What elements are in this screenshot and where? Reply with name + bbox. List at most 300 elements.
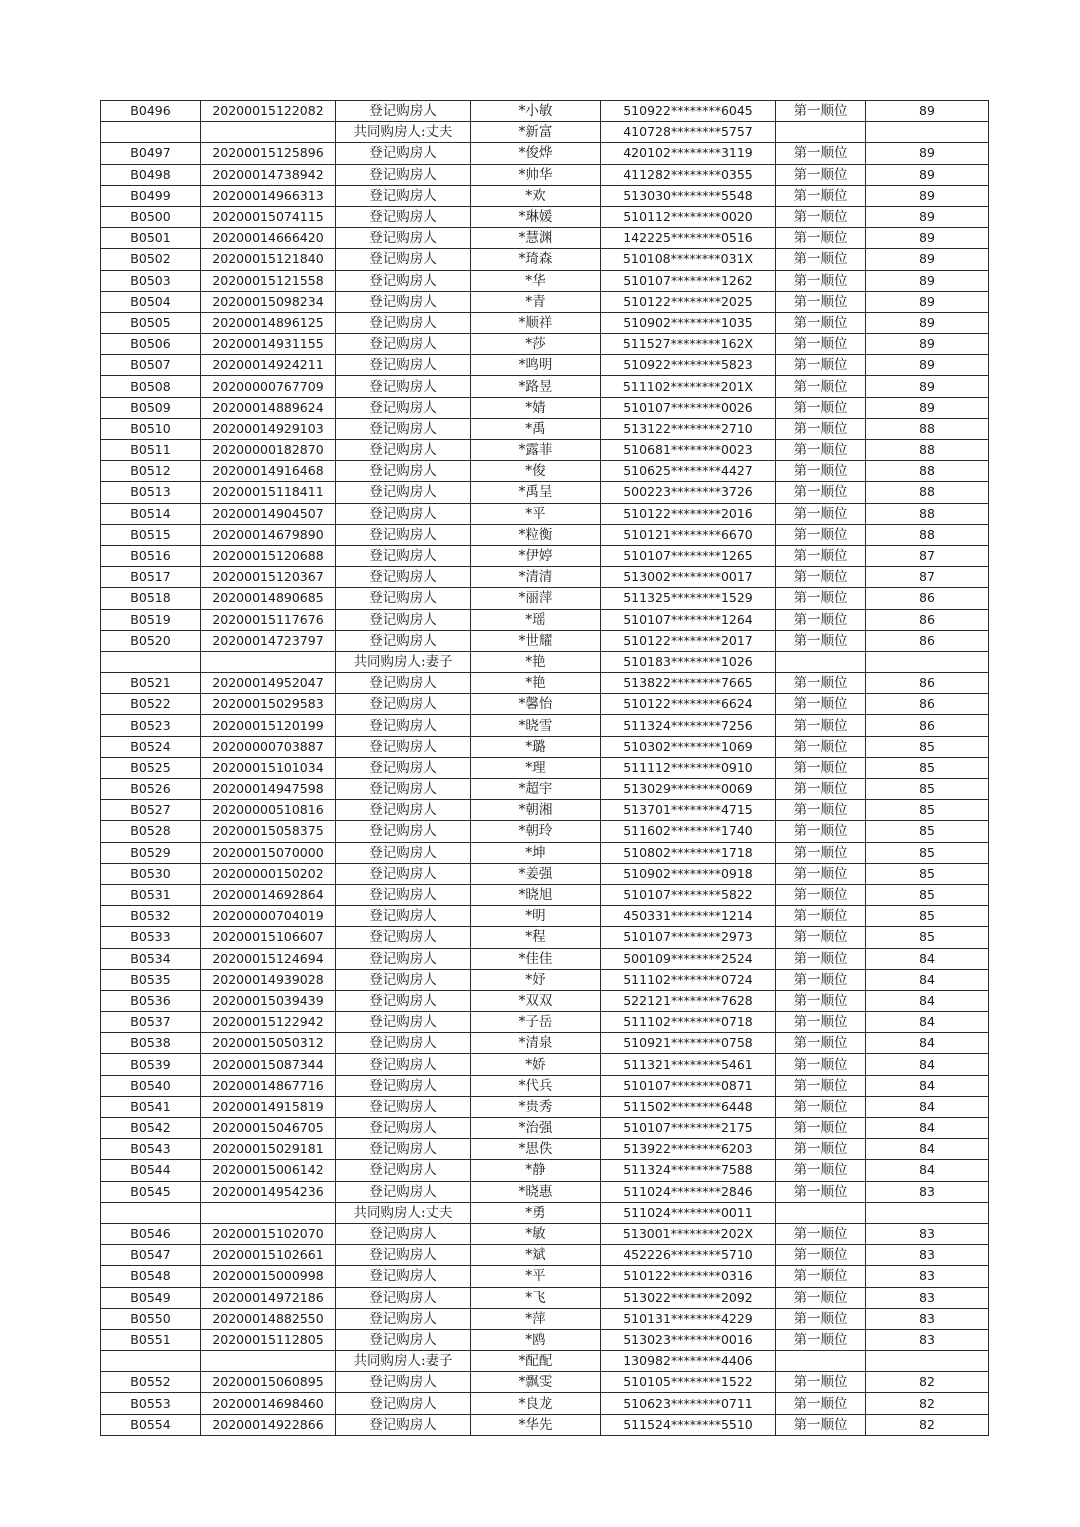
- application-number-cell: 20200015121840: [201, 249, 336, 270]
- table-row: [101, 969, 989, 990]
- priority-order-cell: 第一顺位: [776, 694, 866, 715]
- buyer-role-cell: 登记购房人: [336, 736, 471, 757]
- application-number-cell: 20200015120367: [201, 567, 336, 588]
- seq-number-cell: [101, 122, 201, 143]
- application-number-cell: 20200000182870: [201, 440, 336, 461]
- buyer-role-cell: 登记购房人: [336, 376, 471, 397]
- application-number-cell: 20200014679890: [201, 524, 336, 545]
- application-number-cell: [201, 122, 336, 143]
- priority-order-cell: 第一顺位: [776, 630, 866, 651]
- id-card-number-cell: 511324********7256: [601, 715, 776, 736]
- seq-number-cell: B0499: [101, 185, 201, 206]
- buyer-name-cell: *伊婷: [471, 545, 601, 566]
- priority-order-cell: 第一顺位: [776, 270, 866, 291]
- buyer-role-cell: 登记购房人: [336, 1245, 471, 1266]
- score-cell: 88: [866, 461, 989, 482]
- application-number-cell: 20200014890685: [201, 588, 336, 609]
- buyer-name-cell: *鸥: [471, 1329, 601, 1350]
- buyer-name-cell: *青: [471, 291, 601, 312]
- seq-number-cell: B0511: [101, 440, 201, 461]
- id-card-number-cell: 510105********1522: [601, 1372, 776, 1393]
- buyer-role-cell: 登记购房人: [336, 1160, 471, 1181]
- id-card-number-cell: 510107********1262: [601, 270, 776, 291]
- table-row: [101, 101, 989, 122]
- seq-number-cell: B0506: [101, 334, 201, 355]
- application-number-cell: 20200000767709: [201, 376, 336, 397]
- seq-number-cell: B0497: [101, 143, 201, 164]
- seq-number-cell: B0531: [101, 884, 201, 905]
- score-cell: 84: [866, 1096, 989, 1117]
- seq-number-cell: B0514: [101, 503, 201, 524]
- score-cell: 89: [866, 355, 989, 376]
- table-row: [101, 1075, 989, 1096]
- buyer-role-cell: 共同购房人:丈夫: [336, 1202, 471, 1223]
- buyer-name-cell: *顺祥: [471, 312, 601, 333]
- id-card-number-cell: 511325********1529: [601, 588, 776, 609]
- table-row: [101, 1393, 989, 1414]
- id-card-number-cell: 511102********0724: [601, 969, 776, 990]
- table-row: [101, 1351, 989, 1372]
- id-card-number-cell: 513001********202X: [601, 1223, 776, 1244]
- priority-order-cell: 第一顺位: [776, 715, 866, 736]
- id-card-number-cell: 511324********7588: [601, 1160, 776, 1181]
- buyer-name-cell: *清清: [471, 567, 601, 588]
- id-card-number-cell: 510107********1265: [601, 545, 776, 566]
- id-card-number-cell: 513922********6203: [601, 1139, 776, 1160]
- buyer-name-cell: *莎: [471, 334, 601, 355]
- buyer-name-cell: *艳: [471, 651, 601, 672]
- id-card-number-cell: 510122********2025: [601, 291, 776, 312]
- application-number-cell: 20200015060895: [201, 1372, 336, 1393]
- id-card-number-cell: 511102********0718: [601, 1012, 776, 1033]
- priority-order-cell: 第一顺位: [776, 863, 866, 884]
- buyer-role-cell: 登记购房人: [336, 228, 471, 249]
- seq-number-cell: B0504: [101, 291, 201, 312]
- buyer-name-cell: *粒衡: [471, 524, 601, 545]
- id-card-number-cell: 510302********1069: [601, 736, 776, 757]
- buyer-role-cell: 登记购房人: [336, 779, 471, 800]
- score-cell: [866, 651, 989, 672]
- id-card-number-cell: 510107********2973: [601, 927, 776, 948]
- buyer-role-cell: 登记购房人: [336, 461, 471, 482]
- buyer-role-cell: 登记购房人: [336, 1096, 471, 1117]
- priority-order-cell: 第一顺位: [776, 906, 866, 927]
- application-number-cell: 20200015070000: [201, 842, 336, 863]
- id-card-number-cell: 511024********0011: [601, 1202, 776, 1223]
- buyer-role-cell: 登记购房人: [336, 185, 471, 206]
- application-number-cell: 20200015050312: [201, 1033, 336, 1054]
- application-number-cell: 20200015087344: [201, 1054, 336, 1075]
- table-row: [101, 1012, 989, 1033]
- score-cell: 85: [866, 821, 989, 842]
- application-number-cell: 20200015122082: [201, 101, 336, 122]
- seq-number-cell: B0545: [101, 1181, 201, 1202]
- id-card-number-cell: 513701********4715: [601, 800, 776, 821]
- seq-number-cell: B0500: [101, 206, 201, 227]
- priority-order-cell: 第一顺位: [776, 821, 866, 842]
- score-cell: 83: [866, 1308, 989, 1329]
- id-card-number-cell: 511102********201X: [601, 376, 776, 397]
- buyer-role-cell: 登记购房人: [336, 1266, 471, 1287]
- buyer-role-cell: 登记购房人: [336, 1118, 471, 1139]
- priority-order-cell: 第一顺位: [776, 1160, 866, 1181]
- buyer-name-cell: *晓雪: [471, 715, 601, 736]
- buyer-role-cell: 登记购房人: [336, 990, 471, 1011]
- table-row: [101, 418, 989, 439]
- buyer-role-cell: 登记购房人: [336, 821, 471, 842]
- buyer-name-cell: *禹呈: [471, 482, 601, 503]
- priority-order-cell: 第一顺位: [776, 842, 866, 863]
- id-card-number-cell: 513022********2092: [601, 1287, 776, 1308]
- buyer-name-cell: *路昱: [471, 376, 601, 397]
- buyer-role-cell: 共同购房人:妻子: [336, 651, 471, 672]
- application-number-cell: 20200014882550: [201, 1308, 336, 1329]
- score-cell: 85: [866, 884, 989, 905]
- priority-order-cell: [776, 1351, 866, 1372]
- buyer-name-cell: *斌: [471, 1245, 601, 1266]
- buyer-name-cell: *勇: [471, 1202, 601, 1223]
- seq-number-cell: B0503: [101, 270, 201, 291]
- priority-order-cell: [776, 1202, 866, 1223]
- priority-order-cell: 第一顺位: [776, 440, 866, 461]
- table-row: [101, 1054, 989, 1075]
- application-number-cell: 20200014738942: [201, 164, 336, 185]
- score-cell: 85: [866, 927, 989, 948]
- score-cell: 88: [866, 482, 989, 503]
- score-cell: 87: [866, 545, 989, 566]
- table-row: [101, 884, 989, 905]
- id-card-number-cell: 510623********0711: [601, 1393, 776, 1414]
- seq-number-cell: B0512: [101, 461, 201, 482]
- table-row: [101, 673, 989, 694]
- seq-number-cell: B0508: [101, 376, 201, 397]
- seq-number-cell: B0548: [101, 1266, 201, 1287]
- buyer-name-cell: *平: [471, 1266, 601, 1287]
- priority-order-cell: 第一顺位: [776, 673, 866, 694]
- table-row: [101, 715, 989, 736]
- score-cell: 89: [866, 143, 989, 164]
- id-card-number-cell: 510921********0758: [601, 1033, 776, 1054]
- table-row: [101, 948, 989, 969]
- seq-number-cell: B0542: [101, 1118, 201, 1139]
- application-number-cell: 20200015039439: [201, 990, 336, 1011]
- seq-number-cell: B0540: [101, 1075, 201, 1096]
- application-number-cell: 20200015074115: [201, 206, 336, 227]
- buyer-role-cell: 登记购房人: [336, 545, 471, 566]
- application-number-cell: 20200015102661: [201, 1245, 336, 1266]
- application-number-cell: 20200014867716: [201, 1075, 336, 1096]
- buyer-name-cell: *坤: [471, 842, 601, 863]
- table-row: [101, 270, 989, 291]
- id-card-number-cell: 130982********4406: [601, 1351, 776, 1372]
- seq-number-cell: B0526: [101, 779, 201, 800]
- table-row: [101, 164, 989, 185]
- priority-order-cell: 第一顺位: [776, 1245, 866, 1266]
- buyer-role-cell: 登记购房人: [336, 757, 471, 778]
- buyer-name-cell: *超宇: [471, 779, 601, 800]
- table-row: [101, 291, 989, 312]
- score-cell: 89: [866, 206, 989, 227]
- score-cell: 83: [866, 1181, 989, 1202]
- application-number-cell: 20200000150202: [201, 863, 336, 884]
- table-row: [101, 927, 989, 948]
- application-number-cell: 20200015124694: [201, 948, 336, 969]
- priority-order-cell: 第一顺位: [776, 1118, 866, 1139]
- seq-number-cell: B0551: [101, 1329, 201, 1350]
- buyer-name-cell: *艳: [471, 673, 601, 694]
- id-card-number-cell: 500109********2524: [601, 948, 776, 969]
- buyer-role-cell: 登记购房人: [336, 863, 471, 884]
- table-row: [101, 1308, 989, 1329]
- seq-number-cell: B0498: [101, 164, 201, 185]
- application-number-cell: 20200000510816: [201, 800, 336, 821]
- buyer-roster-table: [100, 100, 989, 1436]
- priority-order-cell: 第一顺位: [776, 1266, 866, 1287]
- table-row: [101, 228, 989, 249]
- buyer-name-cell: *姜强: [471, 863, 601, 884]
- seq-number-cell: B0501: [101, 228, 201, 249]
- score-cell: 86: [866, 609, 989, 630]
- buyer-role-cell: 共同购房人:丈夫: [336, 122, 471, 143]
- id-card-number-cell: 511527********162X: [601, 334, 776, 355]
- application-number-cell: 20200014889624: [201, 397, 336, 418]
- table-row: [101, 206, 989, 227]
- application-number-cell: 20200014692864: [201, 884, 336, 905]
- buyer-name-cell: *娇: [471, 1054, 601, 1075]
- buyer-name-cell: *璐: [471, 736, 601, 757]
- id-card-number-cell: 511321********5461: [601, 1054, 776, 1075]
- buyer-role-cell: 登记购房人: [336, 969, 471, 990]
- seq-number-cell: B0547: [101, 1245, 201, 1266]
- table-row: [101, 1266, 989, 1287]
- priority-order-cell: 第一顺位: [776, 800, 866, 821]
- buyer-role-cell: 登记购房人: [336, 1139, 471, 1160]
- buyer-role-cell: 登记购房人: [336, 884, 471, 905]
- application-number-cell: 20200014916468: [201, 461, 336, 482]
- buyer-role-cell: 登记购房人: [336, 1372, 471, 1393]
- id-card-number-cell: 410728********5757: [601, 122, 776, 143]
- score-cell: 86: [866, 630, 989, 651]
- table-row: [101, 842, 989, 863]
- score-cell: 89: [866, 249, 989, 270]
- priority-order-cell: 第一顺位: [776, 969, 866, 990]
- score-cell: 84: [866, 969, 989, 990]
- buyer-name-cell: *双双: [471, 990, 601, 1011]
- score-cell: 89: [866, 270, 989, 291]
- buyer-role-cell: 登记购房人: [336, 1287, 471, 1308]
- id-card-number-cell: 510107********0871: [601, 1075, 776, 1096]
- score-cell: 88: [866, 524, 989, 545]
- application-number-cell: 20200014939028: [201, 969, 336, 990]
- buyer-name-cell: *华先: [471, 1414, 601, 1435]
- application-number-cell: 20200015029583: [201, 694, 336, 715]
- application-number-cell: 20200015106607: [201, 927, 336, 948]
- buyer-name-cell: *小敏: [471, 101, 601, 122]
- table-row: [101, 143, 989, 164]
- buyer-name-cell: *飘雯: [471, 1372, 601, 1393]
- priority-order-cell: 第一顺位: [776, 736, 866, 757]
- priority-order-cell: 第一顺位: [776, 1054, 866, 1075]
- priority-order-cell: 第一顺位: [776, 588, 866, 609]
- table-row: [101, 524, 989, 545]
- priority-order-cell: 第一顺位: [776, 185, 866, 206]
- seq-number-cell: [101, 1202, 201, 1223]
- priority-order-cell: 第一顺位: [776, 1223, 866, 1244]
- buyer-name-cell: *世耀: [471, 630, 601, 651]
- seq-number-cell: B0541: [101, 1096, 201, 1117]
- application-number-cell: 20200015000998: [201, 1266, 336, 1287]
- score-cell: 83: [866, 1223, 989, 1244]
- table-row: [101, 355, 989, 376]
- seq-number-cell: B0522: [101, 694, 201, 715]
- priority-order-cell: 第一顺位: [776, 482, 866, 503]
- table-row: [101, 1223, 989, 1244]
- seq-number-cell: B0517: [101, 567, 201, 588]
- table-row: [101, 630, 989, 651]
- table-row: [101, 1287, 989, 1308]
- id-card-number-cell: 510922********5823: [601, 355, 776, 376]
- priority-order-cell: 第一顺位: [776, 249, 866, 270]
- id-card-number-cell: 510183********1026: [601, 651, 776, 672]
- buyer-name-cell: *俊: [471, 461, 601, 482]
- id-card-number-cell: 513030********5548: [601, 185, 776, 206]
- buyer-name-cell: *萍: [471, 1308, 601, 1329]
- score-cell: 83: [866, 1287, 989, 1308]
- seq-number-cell: B0536: [101, 990, 201, 1011]
- buyer-role-cell: 登记购房人: [336, 440, 471, 461]
- score-cell: 82: [866, 1393, 989, 1414]
- score-cell: [866, 1202, 989, 1223]
- id-card-number-cell: 510112********0020: [601, 206, 776, 227]
- score-cell: 88: [866, 418, 989, 439]
- priority-order-cell: 第一顺位: [776, 503, 866, 524]
- buyer-role-cell: 登记购房人: [336, 948, 471, 969]
- buyer-role-cell: 登记购房人: [336, 1054, 471, 1075]
- seq-number-cell: B0518: [101, 588, 201, 609]
- seq-number-cell: B0553: [101, 1393, 201, 1414]
- application-number-cell: [201, 651, 336, 672]
- seq-number-cell: B0520: [101, 630, 201, 651]
- id-card-number-cell: 450331********1214: [601, 906, 776, 927]
- id-card-number-cell: 510625********4427: [601, 461, 776, 482]
- application-number-cell: 20200014723797: [201, 630, 336, 651]
- buyer-role-cell: 登记购房人: [336, 270, 471, 291]
- score-cell: 86: [866, 673, 989, 694]
- application-number-cell: 20200015125896: [201, 143, 336, 164]
- buyer-name-cell: *晓旭: [471, 884, 601, 905]
- table-row: [101, 334, 989, 355]
- buyer-role-cell: 登记购房人: [336, 1012, 471, 1033]
- score-cell: 89: [866, 101, 989, 122]
- buyer-name-cell: *敏: [471, 1223, 601, 1244]
- id-card-number-cell: 511524********5510: [601, 1414, 776, 1435]
- buyer-name-cell: *平: [471, 503, 601, 524]
- score-cell: 89: [866, 334, 989, 355]
- buyer-role-cell: 登记购房人: [336, 1223, 471, 1244]
- id-card-number-cell: 420102********3119: [601, 143, 776, 164]
- seq-number-cell: B0549: [101, 1287, 201, 1308]
- seq-number-cell: B0527: [101, 800, 201, 821]
- score-cell: 89: [866, 185, 989, 206]
- id-card-number-cell: 511112********0910: [601, 757, 776, 778]
- table-row: [101, 779, 989, 800]
- application-number-cell: 20200015098234: [201, 291, 336, 312]
- seq-number-cell: B0525: [101, 757, 201, 778]
- application-number-cell: [201, 1202, 336, 1223]
- id-card-number-cell: 510902********1035: [601, 312, 776, 333]
- priority-order-cell: 第一顺位: [776, 757, 866, 778]
- seq-number-cell: B0496: [101, 101, 201, 122]
- buyer-name-cell: *程: [471, 927, 601, 948]
- priority-order-cell: 第一顺位: [776, 355, 866, 376]
- seq-number-cell: B0516: [101, 545, 201, 566]
- application-number-cell: 20200014904507: [201, 503, 336, 524]
- score-cell: 87: [866, 567, 989, 588]
- priority-order-cell: 第一顺位: [776, 1139, 866, 1160]
- id-card-number-cell: 510108********031X: [601, 249, 776, 270]
- seq-number-cell: B0521: [101, 673, 201, 694]
- score-cell: 89: [866, 228, 989, 249]
- buyer-name-cell: *妤: [471, 969, 601, 990]
- priority-order-cell: 第一顺位: [776, 1287, 866, 1308]
- application-number-cell: 20200014947598: [201, 779, 336, 800]
- table-row: [101, 482, 989, 503]
- buyer-role-cell: 登记购房人: [336, 927, 471, 948]
- priority-order-cell: 第一顺位: [776, 312, 866, 333]
- table-row: [101, 821, 989, 842]
- seq-number-cell: B0533: [101, 927, 201, 948]
- table-row: [101, 609, 989, 630]
- id-card-number-cell: 452226********5710: [601, 1245, 776, 1266]
- table-row: [101, 440, 989, 461]
- table-row: [101, 651, 989, 672]
- buyer-role-cell: 登记购房人: [336, 482, 471, 503]
- priority-order-cell: 第一顺位: [776, 228, 866, 249]
- buyer-name-cell: *代兵: [471, 1075, 601, 1096]
- buyer-name-cell: *清泉: [471, 1033, 601, 1054]
- priority-order-cell: 第一顺位: [776, 1012, 866, 1033]
- seq-number-cell: B0535: [101, 969, 201, 990]
- score-cell: 84: [866, 1139, 989, 1160]
- score-cell: 84: [866, 948, 989, 969]
- application-number-cell: 20200015118411: [201, 482, 336, 503]
- id-card-number-cell: 510902********0918: [601, 863, 776, 884]
- buyer-name-cell: *琳媛: [471, 206, 601, 227]
- priority-order-cell: [776, 651, 866, 672]
- buyer-name-cell: *帅华: [471, 164, 601, 185]
- buyer-role-cell: 登记购房人: [336, 1308, 471, 1329]
- buyer-name-cell: *理: [471, 757, 601, 778]
- score-cell: 86: [866, 694, 989, 715]
- buyer-role-cell: 登记购房人: [336, 567, 471, 588]
- application-number-cell: 20200014896125: [201, 312, 336, 333]
- application-number-cell: 20200015029181: [201, 1139, 336, 1160]
- seq-number-cell: B0507: [101, 355, 201, 376]
- seq-number-cell: B0544: [101, 1160, 201, 1181]
- priority-order-cell: 第一顺位: [776, 334, 866, 355]
- id-card-number-cell: 510107********1264: [601, 609, 776, 630]
- buyer-name-cell: *华: [471, 270, 601, 291]
- priority-order-cell: 第一顺位: [776, 567, 866, 588]
- buyer-name-cell: *欢: [471, 185, 601, 206]
- buyer-role-cell: 登记购房人: [336, 206, 471, 227]
- score-cell: 89: [866, 376, 989, 397]
- table-row: [101, 1139, 989, 1160]
- application-number-cell: 20200014972186: [201, 1287, 336, 1308]
- priority-order-cell: 第一顺位: [776, 143, 866, 164]
- buyer-role-cell: 登记购房人: [336, 355, 471, 376]
- buyer-role-cell: 登记购房人: [336, 906, 471, 927]
